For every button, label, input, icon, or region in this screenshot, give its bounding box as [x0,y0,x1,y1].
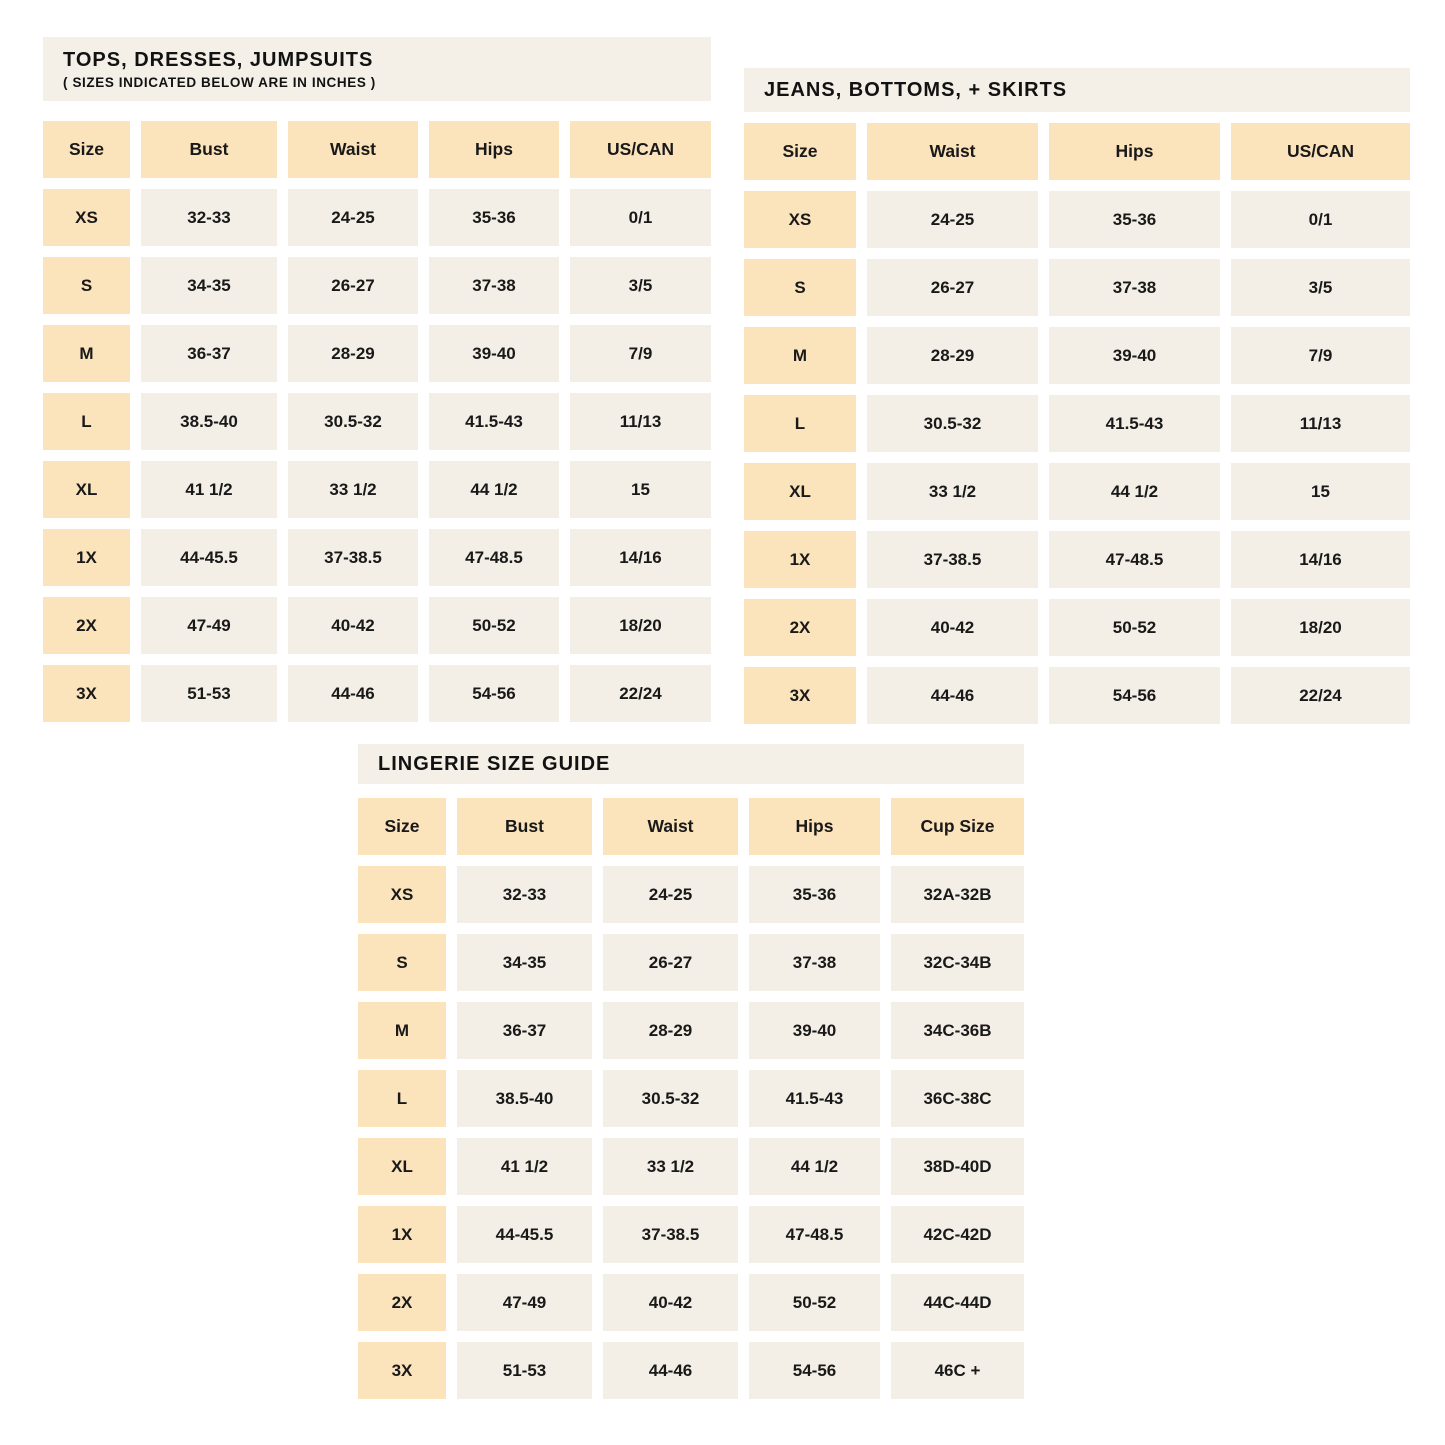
table-cell: 22/24 [570,665,711,722]
size-table-lingerie [358,744,1024,1399]
column-header: Cup Size [891,798,1024,855]
size-chart-grid [358,798,1024,1399]
column-header: Bust [457,798,592,855]
table-cell: 41.5-43 [1049,395,1220,452]
table-cell: 36-37 [141,325,277,382]
table-cell: 18/20 [1231,599,1410,656]
table-cell: 26-27 [867,259,1038,316]
table-cell: 47-49 [457,1274,592,1331]
table-cell: 32-33 [141,189,277,246]
row-size-label: S [358,934,446,991]
table-cell: 54-56 [1049,667,1220,724]
table-cell: 35-36 [1049,191,1220,248]
table-cell: 11/13 [570,393,711,450]
table-cell: 15 [1231,463,1410,520]
column-header: US/CAN [570,121,711,178]
table-subtitle: ( SIZES INDICATED BELOW ARE IN INCHES ) [63,74,376,90]
table-cell: 30.5-32 [867,395,1038,452]
row-size-label: XS [744,191,856,248]
table-cell: 39-40 [749,1002,880,1059]
table-cell: 39-40 [1049,327,1220,384]
table-cell: 28-29 [603,1002,738,1059]
table-cell: 51-53 [141,665,277,722]
table-cell: 38D-40D [891,1138,1024,1195]
table-cell: 26-27 [288,257,418,314]
table-cell: 14/16 [1231,531,1410,588]
row-size-label: 1X [744,531,856,588]
size-table-tops-dresses-jumpsuits [43,37,711,722]
row-size-label: 1X [43,529,130,586]
table-cell: 44C-44D [891,1274,1024,1331]
table-cell: 30.5-32 [288,393,418,450]
row-size-label: 3X [43,665,130,722]
column-header: Hips [1049,123,1220,180]
table-cell: 40-42 [603,1274,738,1331]
table-cell: 41.5-43 [749,1070,880,1127]
table-cell: 35-36 [429,189,559,246]
table-cell: 47-48.5 [749,1206,880,1263]
row-size-label: 1X [358,1206,446,1263]
table-cell: 47-48.5 [1049,531,1220,588]
row-size-label: 3X [358,1342,446,1399]
table-cell: 44-45.5 [141,529,277,586]
table-cell: 32C-34B [891,934,1024,991]
table-cell: 22/24 [1231,667,1410,724]
table-title: JEANS, BOTTOMS, + SKIRTS [764,78,1068,101]
column-header: Bust [141,121,277,178]
table-cell: 7/9 [570,325,711,382]
row-size-label: M [358,1002,446,1059]
table-cell: 46C + [891,1342,1024,1399]
table-cell: 7/9 [1231,327,1410,384]
table-cell: 36-37 [457,1002,592,1059]
column-header: Size [744,123,856,180]
column-header: US/CAN [1231,123,1410,180]
table-cell: 44-45.5 [457,1206,592,1263]
table-cell: 44 1/2 [429,461,559,518]
table-cell: 44-46 [603,1342,738,1399]
column-header: Hips [749,798,880,855]
table-cell: 18/20 [570,597,711,654]
table-cell: 24-25 [288,189,418,246]
table-cell: 37-38 [749,934,880,991]
table-cell: 11/13 [1231,395,1410,452]
row-size-label: 2X [744,599,856,656]
table-cell: 51-53 [457,1342,592,1399]
table-cell: 0/1 [570,189,711,246]
table-cell: 39-40 [429,325,559,382]
row-size-label: L [744,395,856,452]
table-cell: 44 1/2 [749,1138,880,1195]
table-cell: 41 1/2 [457,1138,592,1195]
table-cell: 37-38 [429,257,559,314]
table-cell: 44-46 [288,665,418,722]
table-cell: 32-33 [457,866,592,923]
table-cell: 30.5-32 [603,1070,738,1127]
table-cell: 41 1/2 [141,461,277,518]
table-cell: 33 1/2 [288,461,418,518]
table-title-banner [43,37,711,101]
row-size-label: XS [43,189,130,246]
table-cell: 44 1/2 [1049,463,1220,520]
table-cell: 37-38.5 [603,1206,738,1263]
table-cell: 37-38.5 [288,529,418,586]
table-cell: 37-38.5 [867,531,1038,588]
table-cell: 24-25 [603,866,738,923]
table-cell: 50-52 [429,597,559,654]
table-cell: 3/5 [570,257,711,314]
table-title: LINGERIE SIZE GUIDE [378,752,611,775]
table-cell: 14/16 [570,529,711,586]
table-cell: 26-27 [603,934,738,991]
table-cell: 33 1/2 [603,1138,738,1195]
row-size-label: XL [744,463,856,520]
size-chart-grid [744,123,1410,724]
table-title-banner [744,68,1410,112]
row-size-label: S [744,259,856,316]
column-header: Waist [288,121,418,178]
row-size-label: XL [43,461,130,518]
row-size-label: 2X [358,1274,446,1331]
table-cell: 40-42 [867,599,1038,656]
table-title-banner [358,744,1024,784]
table-cell: 36C-38C [891,1070,1024,1127]
table-cell: 34-35 [457,934,592,991]
table-cell: 24-25 [867,191,1038,248]
table-cell: 42C-42D [891,1206,1024,1263]
table-cell: 37-38 [1049,259,1220,316]
table-cell: 40-42 [288,597,418,654]
table-cell: 35-36 [749,866,880,923]
row-size-label: 3X [744,667,856,724]
table-cell: 32A-32B [891,866,1024,923]
column-header: Size [43,121,130,178]
row-size-label: M [43,325,130,382]
table-cell: 44-46 [867,667,1038,724]
size-table-jeans-bottoms-skirts [744,68,1410,724]
table-cell: 41.5-43 [429,393,559,450]
table-cell: 54-56 [749,1342,880,1399]
row-size-label: XL [358,1138,446,1195]
size-chart-grid [43,121,711,722]
table-cell: 0/1 [1231,191,1410,248]
column-header: Waist [867,123,1038,180]
table-cell: 33 1/2 [867,463,1038,520]
table-cell: 38.5-40 [457,1070,592,1127]
table-cell: 28-29 [867,327,1038,384]
table-cell: 50-52 [749,1274,880,1331]
table-cell: 50-52 [1049,599,1220,656]
row-size-label: 2X [43,597,130,654]
table-cell: 47-48.5 [429,529,559,586]
row-size-label: L [358,1070,446,1127]
table-title: TOPS, DRESSES, JUMPSUITS [63,48,374,71]
column-header: Hips [429,121,559,178]
column-header: Size [358,798,446,855]
table-cell: 47-49 [141,597,277,654]
row-size-label: S [43,257,130,314]
row-size-label: L [43,393,130,450]
table-cell: 34C-36B [891,1002,1024,1059]
table-cell: 38.5-40 [141,393,277,450]
row-size-label: M [744,327,856,384]
table-cell: 28-29 [288,325,418,382]
column-header: Waist [603,798,738,855]
row-size-label: XS [358,866,446,923]
table-cell: 54-56 [429,665,559,722]
table-cell: 3/5 [1231,259,1410,316]
table-cell: 34-35 [141,257,277,314]
table-cell: 15 [570,461,711,518]
